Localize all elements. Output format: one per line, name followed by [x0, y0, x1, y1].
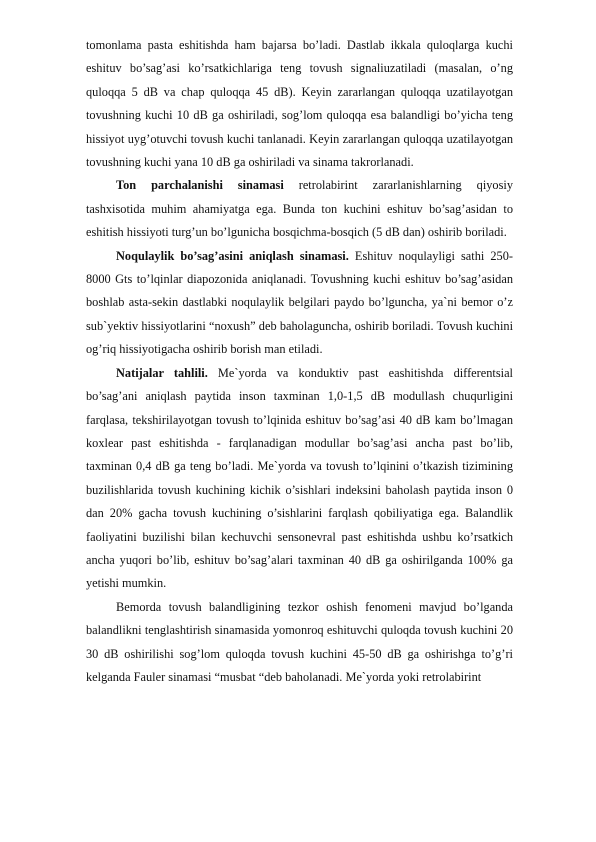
paragraph-text: Bemorda tovush balandligining tezkor oshish fenomeni mavjud bo’lganda balandlikni tenglashtirish sinamasida yomonroq eshituvchi quloqda tovush kuchini 20 30 dB oshirilishi sog’lom quloqda tovush kuchini 45-50 dB ga oshirishga to’g’ri kelganda Fauler sinamasi “musbat “deb baholanadi. Me`yorda yoki retrolabirint	[86, 599, 513, 684]
paragraph-term: Natijalar tahlili.	[116, 365, 208, 380]
paragraph-natijalar	[86, 362, 513, 596]
paragraph-term: Ton parchalanishi sinamasi	[116, 178, 284, 193]
paragraph-text: retrolabirint zararlanishlarning qiyosiy tashxisotida muhim ahamiyatga ega. Bunda ton kuchini eshituv bo’sag’asidan to eshitish hissiyoti turg’un bo’lgunicha bosqichma-bosqich (5 dB dan) oshirib boriladi.	[86, 178, 513, 240]
paragraph-continuation	[86, 34, 513, 174]
paragraph-term: Noqulaylik bo’sag’asini aniqlash sinamasi.	[116, 248, 349, 263]
paragraph-text: Eshituv noqulayligi sathi 250-8000 Gts to’lqinlar diapozonida aniqlanadi. Tovushning kuchi eshituv bo’sag’asidan boshlab asta-sekin dastlabki noqulaylik belgilari paydo bo’lguncha, ya`ni bemor o’z sub`yektiv hissiyotlarini “noxush” deb baholaguncha, oshirib boriladi. Tovush kuchini og’riq hissiyotigacha oshirib borish man etiladi.	[86, 248, 513, 357]
paragraph-bemorda	[86, 596, 513, 690]
paragraph-text: Me`yorda va konduktiv past eashitishda differentsial bo’sag’ani aniqlash paytida inson taxminan 1,0-1,5 dB modullash chuqurligini farqlasa, tekshirilayotgan tovush to’lqinida eshituv bo’sag’asi 40 dB kam bo’lmagan koxlear past eshitishda - farqlanadigan modullar bo’sag’asi ancha past bo’lib, taxminan 0,4 dB ga teng bo’ladi. Me`yorda va tovush to’lqinini o’tkazish tizimining buzilishlarida tovush kuchining kichik o’sishlari indeksini baholash paytida inson 0 dan 20% gacha tovush kuchining o’sishlarini farqlash qobiliyatiga ega. Balandlik faoliyatini buzilishi bilan kechuvchi sensonevral past eshitishda ushbu ko’rsatkich ancha yuqori bo’lib, eshituv bo’sag’alari taxminan 40 dB ga oshirilganda 100% ga yetishi mumkin.	[86, 365, 513, 591]
paragraph-noqulaylik	[86, 245, 513, 362]
document-page	[86, 34, 513, 689]
paragraph-text: tomonlama pasta eshitishda ham bajarsa bo’ladi. Dastlab ikkala quloqlarga kuchi eshituv bo’sag’asi ko’rsatkichlariga teng tovush signaliuzatiladi (masalan, o’ng quloqqa 5 dB va chap quloqqa 45 dB). Keyin zararlangan quloqqa uzatilayotgan tovushning kuchi 10 dB ga oshiriladi, sog’lom quloqqa esa balandligi bo’yicha teng hissiyot uyg’otuvchi tovush kuchi tanlanadi. Keyin zararlangan quloqqa uzatilayotgan tovushning kuchi yana 10 dB ga oshiriladi va sinama takrorlanadi.	[86, 38, 513, 170]
paragraph-ton-parchalanishi	[86, 174, 513, 244]
